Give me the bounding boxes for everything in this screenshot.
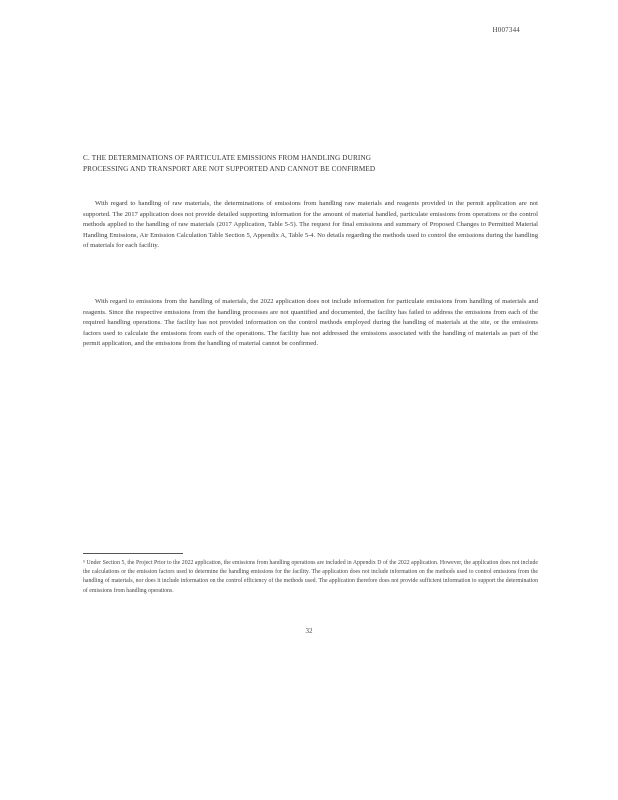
page-number: 32: [305, 627, 313, 635]
body-paragraph-2: With regard to emissions from the handling of materials, the 2022 application does not include information for particulate emissions from handling of materials and reagents. Since the respective emissions from the handling processes are not quantified and documented, the facility has failed to address the emissions from each of the required handling operations. The facility has not provided information on the control methods employed during the handling of materials at the site, or the emissions factors used to calculate the emissions from each of the operations. The facility has not addressed the emissions associated with the handling of materials as part of the permit application, and the emissions from the handling of material cannot be confirmed.: [83, 298, 538, 348]
document-id: H007344: [492, 26, 520, 34]
footnote-divider: [83, 553, 183, 554]
footnote: ⁵ Under Section 5, the Project Prior to the 2022 application, the emissions from handling operations are included in Appendix D of the 2022 application. However, the application does not include the calculations or the emission factors used to determine the handling emissions for the facility. The application does not include information on the methods used to control emissions from the handling of materials, nor does it include information on the control efficiency of the methods used. The application therefore does not provide sufficient information to support the determination of emissions from handling operations.: [83, 560, 538, 594]
section-heading: C. THE DETERMINATIONS OF PARTICULATE EMISSIONS FROM HANDLING DURING PROCESSING AND TRANSPORT ARE NOT SUPPORTED AND CANNOT BE CONFIRMED: [83, 154, 376, 173]
body-paragraph-1: With regard to handling of raw materials, the determinations of emissions from handling raw materials and reagents provided in the permit application are not supported. The 2017 application does not provide detailed supporting information for the amount of material handled, particulate emissions from operations or the control methods applied to the handling of raw materials (2017 Application, Table 5-5). The request for final emissions and summary of Proposed Changes to Permitted Material Handling Emissions, Air Emission Calculation Table Section 5, Appendix A, Table 5-4. No details regarding the methods used to control the emissions during the handling of materials for each facility.: [83, 200, 538, 250]
